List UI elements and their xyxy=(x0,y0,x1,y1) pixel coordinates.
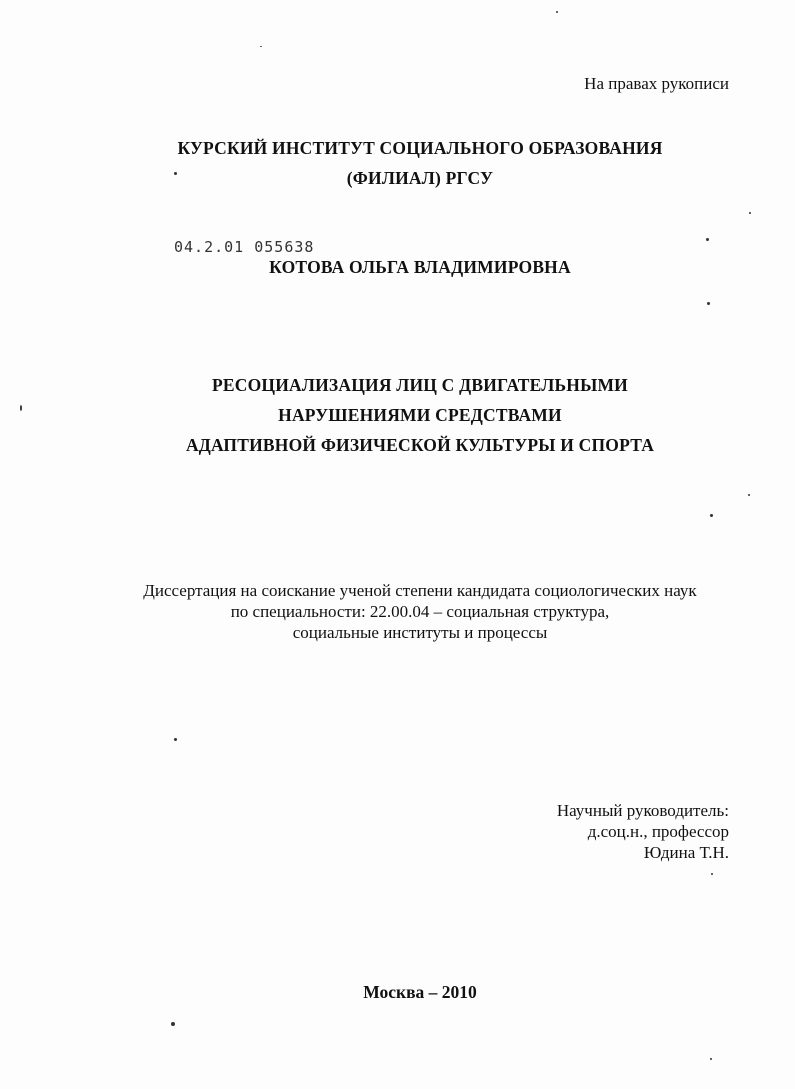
city-year: Москва – 2010 xyxy=(363,982,477,1002)
title-line-2: НАРУШЕНИЯМИ СРЕДСТВАМИ xyxy=(278,405,562,425)
scan-speck xyxy=(20,405,22,411)
scan-speck xyxy=(171,1022,175,1026)
supervisor-name: Юдина Т.Н. xyxy=(643,843,729,862)
dissertation-line-1: Диссертация на соискание ученой степени кандидата социологических наук xyxy=(143,581,697,600)
title-line-1: РЕСОЦИАЛИЗАЦИЯ ЛИЦ С ДВИГАТЕЛЬНЫМИ xyxy=(212,375,628,395)
scan-speck xyxy=(174,738,177,741)
dissertation-line-3: социальные институты и процессы xyxy=(292,623,548,642)
scan-speck xyxy=(707,302,710,305)
scan-speck xyxy=(748,494,750,496)
dissertation-description xyxy=(0,580,795,643)
scan-speck xyxy=(706,238,709,241)
supervisor-degree: д.соц.н., профессор xyxy=(587,822,729,841)
scan-speck xyxy=(710,514,713,517)
dissertation-title xyxy=(0,370,795,460)
scan-speck xyxy=(711,873,713,875)
scan-speck xyxy=(556,11,558,13)
supervisor-block xyxy=(557,800,729,863)
dissertation-line-2: по специальности: 22.00.04 – социальная структура, xyxy=(230,602,610,621)
manuscript-rights-note: На правах рукописи xyxy=(584,74,729,93)
scan-speck xyxy=(749,212,751,214)
registration-stamp: 04.2.01 055638 xyxy=(174,238,315,256)
institute-line-2: (ФИЛИАЛ) РГСУ xyxy=(346,168,494,188)
scan-speck xyxy=(174,172,177,175)
title-line-3: АДАПТИВНОЙ ФИЗИЧЕСКОЙ КУЛЬТУРЫ И СПОРТА xyxy=(185,435,655,455)
scan-speck xyxy=(260,46,262,47)
scan-speck xyxy=(710,1058,712,1060)
supervisor-label: Научный руководитель: xyxy=(556,801,729,820)
institute-line-1: КУРСКИЙ ИНСТИТУТ СОЦИАЛЬНОГО ОБРАЗОВАНИЯ xyxy=(177,138,663,158)
institute-name xyxy=(0,133,795,193)
author-name: КОТОВА ОЛЬГА ВЛАДИМИРОВНА xyxy=(269,257,571,277)
